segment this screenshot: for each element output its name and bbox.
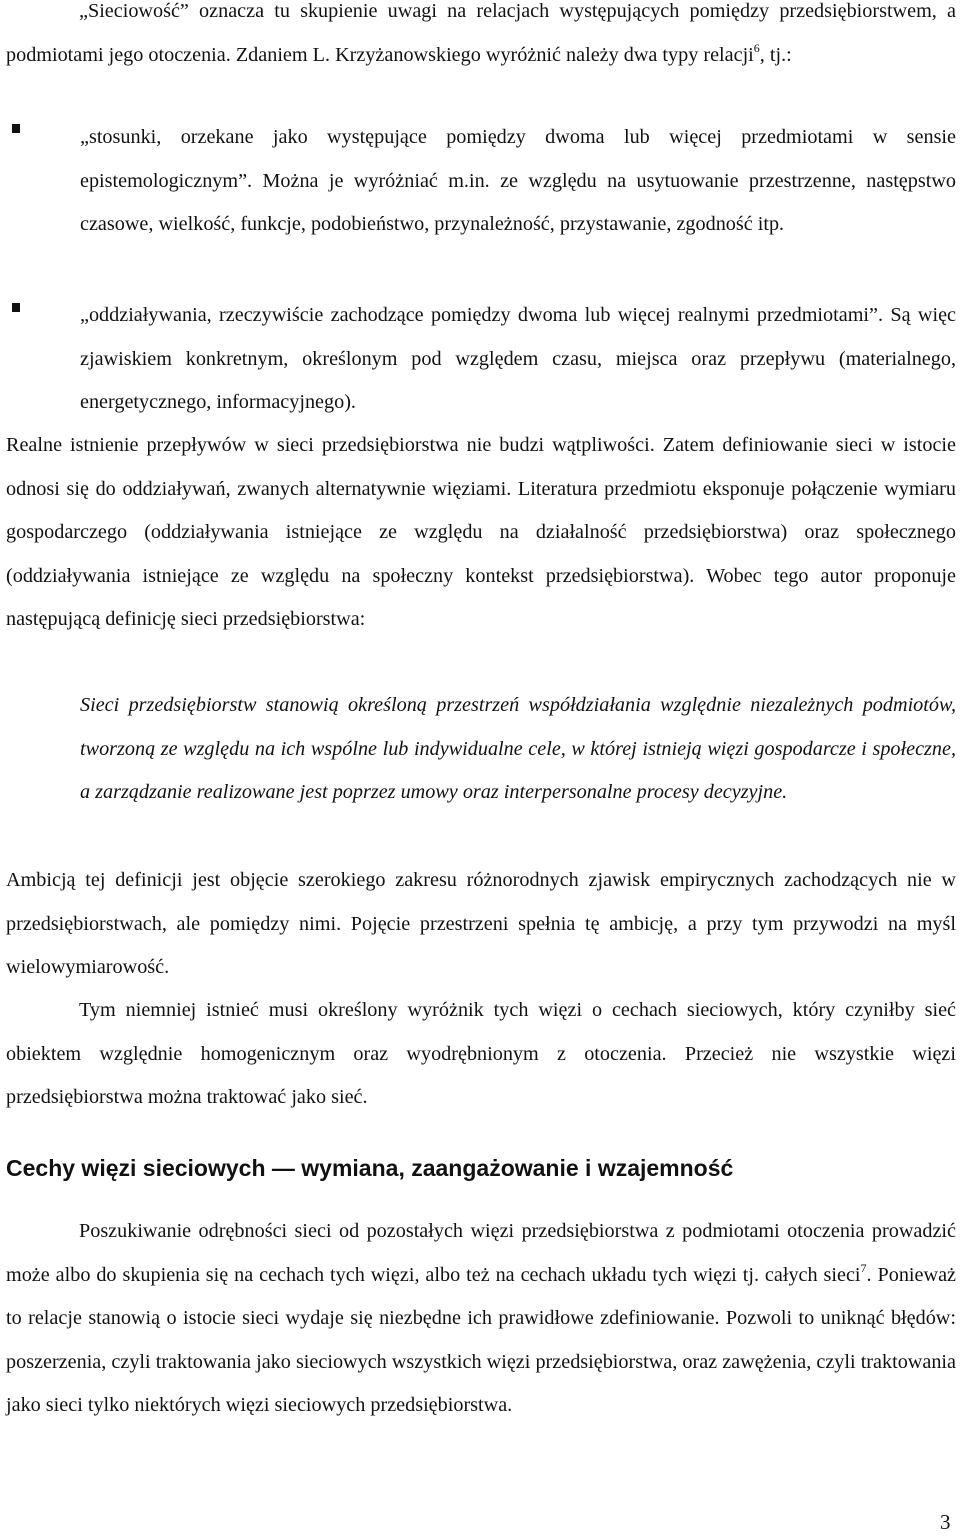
paragraph-network-text: Poszukiwanie odrębności sieci od pozostałych więzi przedsiębiorstwa z podmiotami otoczenia prowadzić może albo do skupienia się na cechach tych więzi, albo też na cechach układu tych więzi tj. całych sieci	[6, 1220, 956, 1286]
footnote-ref-7[interactable]: 7	[860, 1260, 867, 1275]
paragraph-intro	[6, 0, 956, 77]
paragraph-definition-intro: Realne istnienie przepływów w sieci przedsiębiorstwa nie budzi wątpliwości. Zatem definiowanie sieci w istocie odnosi się do oddziaływań, zwanych alternatywnie więziami. Literatura przedmiotu eksponuje połączenie wymiaru gospodarczego (oddziaływania istniejące ze względu na działalność przedsiębiorstwa) oraz społecznego (oddziaływania istniejące ze względu na społeczny kontekst przedsiębiorstwa). Wobec tego autor proponuje następującą definicję sieci przedsiębiorstwa:	[6, 434, 956, 631]
paragraph-distinguisher: Tym niemniej istnieć musi określony wyróżnik tych więzi o cechach sieciowych, który czyniłby sieć obiektem względnie homogenicznym oraz wyodrębnionym z otoczenia. Przecież nie wszystkie więzi przedsiębiorstwa można traktować jako sieć.	[6, 999, 956, 1109]
paragraph-intro-text: „Sieciowość” oznacza tu skupienie uwagi na relacjach występujących pomiędzy przedsiębiorstwem, a podmiotami jego otoczenia. Zdaniem L. Krzyżanowskiego wyróżnić należy dwa typy relacji	[6, 0, 956, 66]
footnote-ref-6[interactable]: 6	[753, 40, 760, 55]
paragraph-network-features	[6, 1210, 956, 1428]
bullet-marker	[12, 124, 20, 133]
section-heading: Cechy więzi sieciowych — wymiana, zaangażowanie i wzajemność	[6, 1155, 734, 1181]
definition-quote: Sieci przedsiębiorstw stanowią określoną przestrzeń współdziałania względnie niezależnych podmiotów, tworzoną ze względu na ich wspólne lub indywidualne cele, w której istnieją więzi gospodarcze i społeczne, a zarządzanie realizowane jest poprzez umowy oraz interpersonalne procesy decyzyjne.	[80, 694, 956, 804]
page-number: 3	[940, 1510, 951, 1534]
bullet-marker	[12, 303, 20, 312]
paragraph-intro-tail: , tj.:	[759, 43, 792, 66]
list-item-oddzialywania: „oddziaływania, rzeczywiście zachodzące pomiędzy dwoma lub więcej realnymi przedmiotami”. Są więc zjawiskiem konkretnym, określonym pod względem czasu, miejsca oraz przepływu (materialnego, energetycznego, informacyjnego).	[80, 304, 956, 414]
paragraph-ambition: Ambicją tej definicji jest objęcie szerokiego zakresu różnorodnych zjawisk empirycznych zachodzących nie w przedsiębiorstwach, ale pomiędzy nimi. Pojęcie przestrzeni spełnia tę ambicję, a przy tym przywodzi na myśl wielowymiarowość.	[6, 869, 956, 979]
paragraph-network-tail: . Ponieważ to relacje stanowią o istocie sieci wydaje się niezbędne ich prawidłowe zdefiniowanie. Pozwoli to uniknąć błędów: poszerzenia, czyli traktowania jako sieciowych wszystkich więzi przedsiębiorstwa, oraz zawężenia, czyli traktowania jako sieci tylko niektórych więzi sieciowych przedsiębiorstwa.	[6, 1263, 956, 1417]
list-item-stosunki: „stosunki, orzekane jako występujące pomiędzy dwoma lub więcej przedmiotami w sensie epistemologicznym”. Można je wyróżniać m.in. ze względu na usytuowanie przestrzenne, następstwo czasowe, wielkość, funkcje, podobieństwo, przynależność, przystawanie, zgodność itp.	[80, 126, 956, 236]
